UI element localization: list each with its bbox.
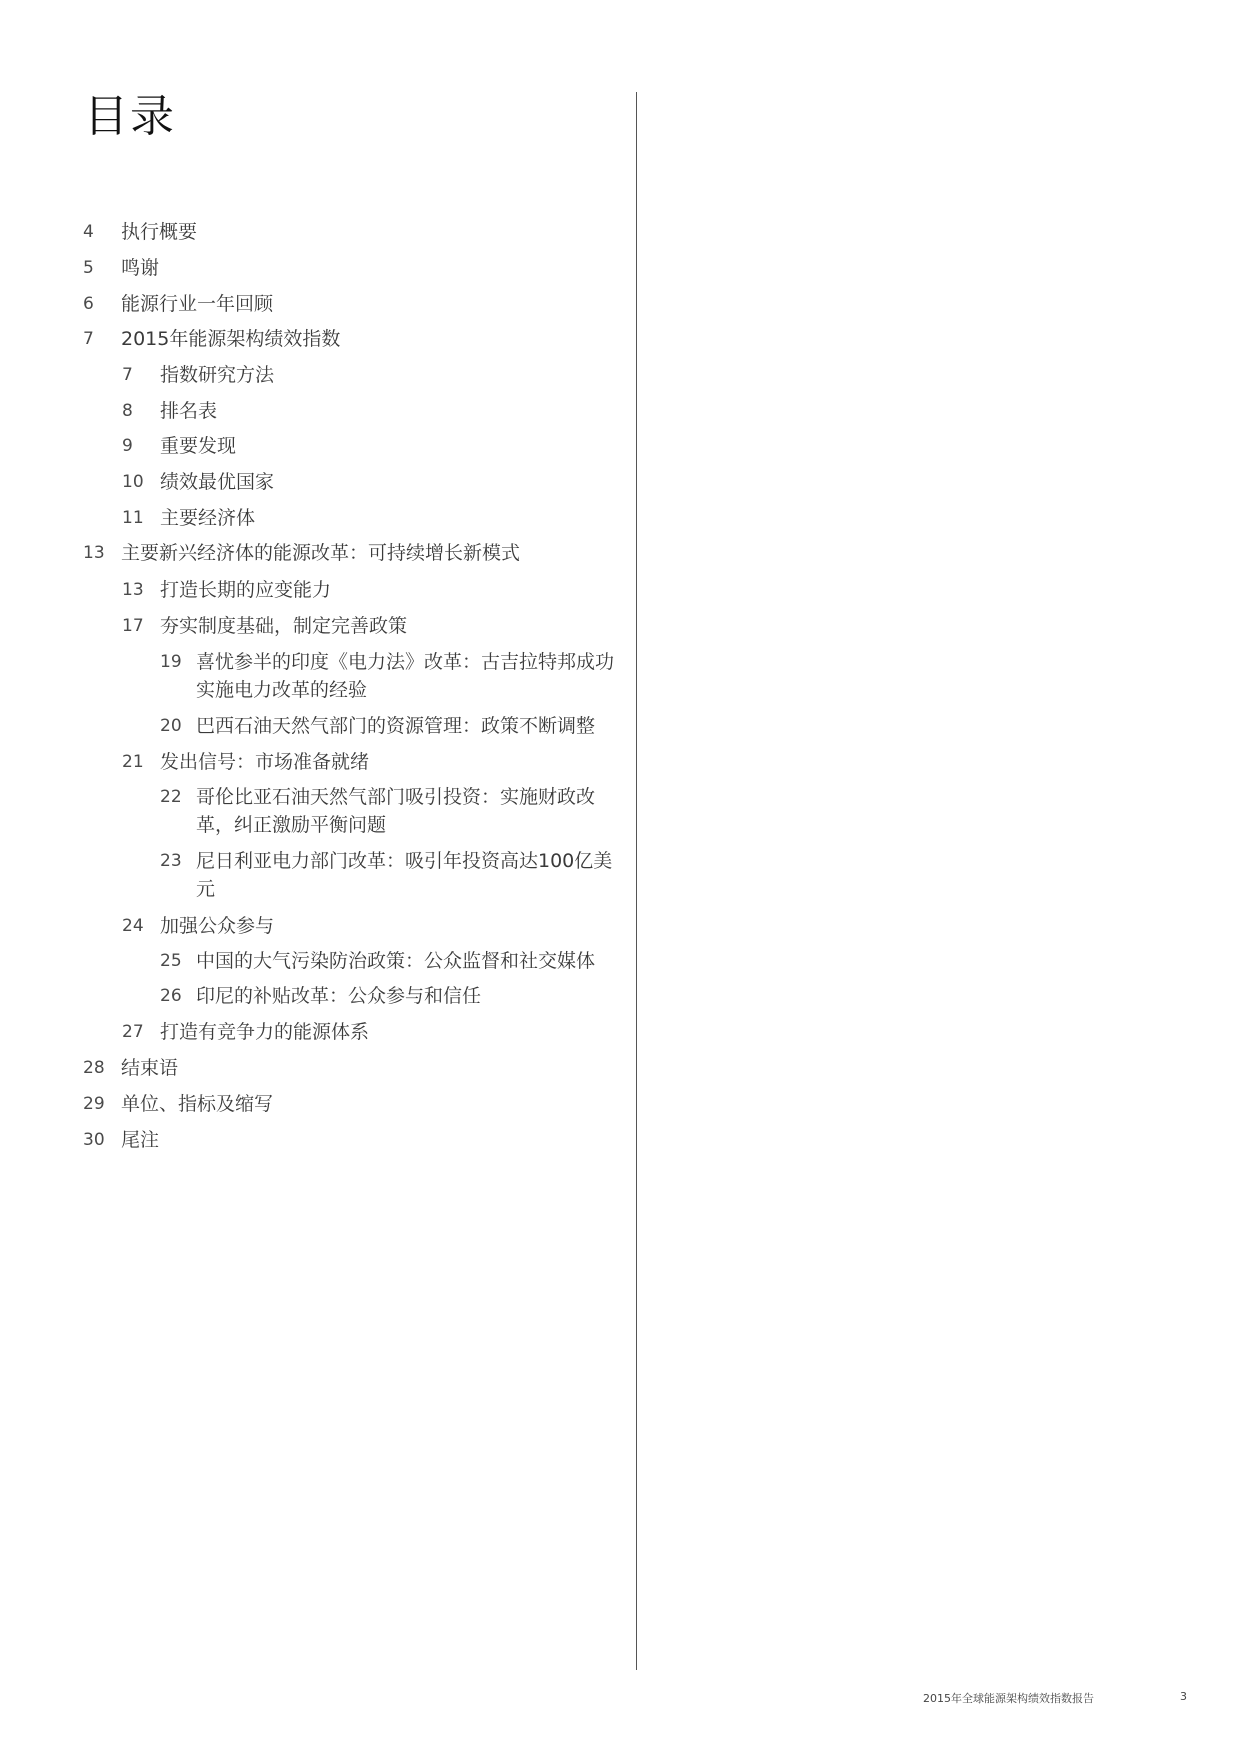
toc-page-number: 10 [122, 472, 144, 492]
toc-page-number: 23 [160, 851, 182, 871]
toc-page-number: 7 [83, 329, 94, 349]
toc-page-number: 7 [122, 365, 133, 385]
toc-entry-label: 打造长期的应变能力 [160, 579, 332, 601]
toc-page-number: 17 [122, 616, 144, 636]
toc-entry-label: 执行概要 [121, 221, 198, 243]
toc-entry-label: 巴西石油天然气部门的资源管理：政策不断调整 [196, 715, 596, 737]
toc-page-number: 27 [122, 1022, 144, 1042]
toc-entry-label: 单位、指标及缩写 [121, 1093, 274, 1115]
toc-page-number: 20 [160, 716, 182, 736]
toc-page-number: 26 [160, 986, 182, 1006]
toc-entry-label: 夯实制度基础，制定完善政策 [160, 615, 408, 637]
toc-entry-label: 指数研究方法 [160, 364, 275, 386]
toc-entry-label: 排名表 [160, 400, 218, 422]
toc-page-number: 24 [122, 916, 144, 936]
toc-entry-label: 哥伦比亚石油天然气部门吸引投资：实施财政改革，纠正激励平衡问题 [196, 786, 596, 836]
toc-entry-label: 结束语 [121, 1057, 179, 1079]
toc-entry-label: 重要发现 [160, 435, 237, 457]
toc-page-number: 13 [83, 543, 105, 563]
toc-entry-label: 打造有竞争力的能源体系 [160, 1021, 370, 1043]
toc-entry-label: 尾注 [121, 1129, 160, 1151]
toc-page-number: 28 [83, 1058, 105, 1078]
toc-entry-label: 绩效最优国家 [160, 471, 275, 493]
toc-page-number: 22 [160, 787, 182, 807]
footer-page-number: 3 [1180, 1690, 1187, 1703]
toc-entry-label: 喜忧参半的印度《电力法》改革：古吉拉特邦成功实施电力改革的经验 [196, 651, 615, 701]
footer-report-title: 2015年全球能源架构绩效指数报告 [923, 1692, 1094, 1705]
toc-entry-label: 2015年能源架构绩效指数 [121, 328, 341, 350]
toc-page-number: 5 [83, 258, 94, 278]
toc-page-number: 29 [83, 1094, 105, 1114]
toc-page-number: 4 [83, 222, 94, 242]
toc-page-number: 9 [122, 436, 133, 456]
toc-entry-label: 中国的大气污染防治政策：公众监督和社交媒体 [196, 950, 596, 972]
toc-page-number: 11 [122, 508, 144, 528]
toc-entry-label: 印尼的补贴改革：公众参与和信任 [196, 985, 482, 1007]
toc-entry-label: 主要经济体 [160, 507, 256, 529]
toc-entry-label: 能源行业一年回顾 [121, 293, 274, 315]
toc-page-number: 21 [122, 752, 144, 772]
toc-entry-label: 发出信号：市场准备就绪 [160, 751, 370, 773]
toc-entry-label: 主要新兴经济体的能源改革：可持续增长新模式 [121, 542, 521, 564]
toc-page-number: 13 [122, 580, 144, 600]
toc-page-number: 8 [122, 401, 133, 421]
toc-entry-label: 尼日利亚电力部门改革：吸引年投资高达100亿美元 [196, 850, 613, 900]
page-title: 目录 [84, 91, 176, 142]
toc-page-number: 19 [160, 652, 182, 672]
toc-entry-label: 加强公众参与 [160, 915, 275, 937]
column-divider [636, 92, 637, 1670]
toc-page-number: 30 [83, 1130, 105, 1150]
toc-entry-label: 鸣谢 [121, 257, 160, 279]
toc-page-number: 6 [83, 294, 94, 314]
toc-page-number: 25 [160, 951, 182, 971]
